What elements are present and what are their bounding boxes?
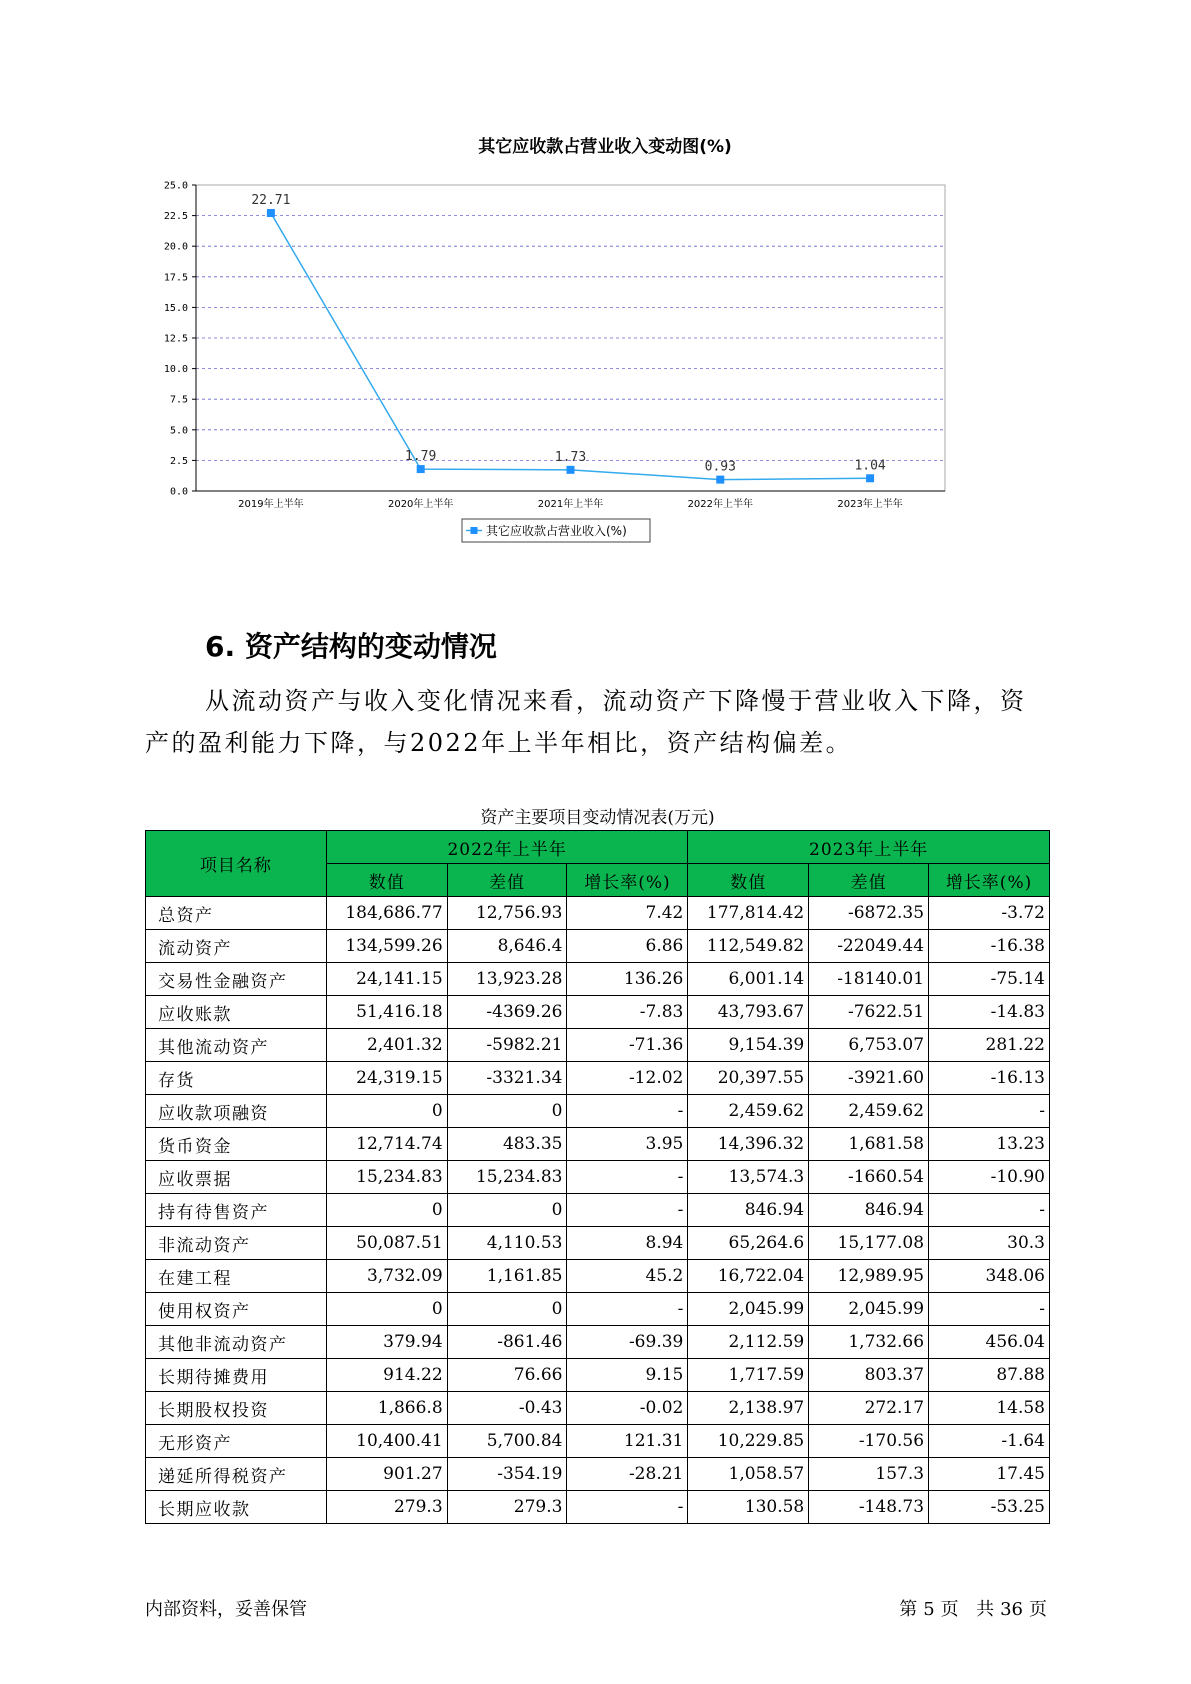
row-item-name: 使用权资产 xyxy=(146,1293,327,1326)
row-value-cell: - xyxy=(929,1293,1050,1326)
row-value-cell: -71.36 xyxy=(567,1029,688,1062)
row-value-cell: 6,001.14 xyxy=(688,963,809,996)
table-body xyxy=(146,897,1050,1524)
row-value-cell: 134,599.26 xyxy=(326,930,447,963)
row-value-cell: 272.17 xyxy=(809,1392,929,1425)
row-value-cell: 0 xyxy=(447,1095,567,1128)
legend-label: 其它应收款占营业收入(%) xyxy=(486,524,627,538)
row-value-cell: 12,989.95 xyxy=(809,1260,929,1293)
row-value-cell: 136.26 xyxy=(567,963,688,996)
table-header xyxy=(146,831,1050,897)
row-value-cell: - xyxy=(567,1161,688,1194)
row-value-cell: 13,923.28 xyxy=(447,963,567,996)
row-value-cell: -7.83 xyxy=(567,996,688,1029)
asset-change-table xyxy=(145,830,1050,1524)
row-value-cell: 20,397.55 xyxy=(688,1062,809,1095)
row-item-name: 非流动资产 xyxy=(146,1227,327,1260)
row-value-cell: 2,138.97 xyxy=(688,1392,809,1425)
page-prefix: 第 xyxy=(899,1599,918,1620)
y-tick-label: 22.5 xyxy=(163,211,188,223)
row-value-cell: - xyxy=(567,1491,688,1524)
table-row xyxy=(146,1458,1050,1491)
row-value-cell: 2,112.59 xyxy=(688,1326,809,1359)
total-unit: 页 xyxy=(1029,1599,1047,1620)
row-item-name: 应收账款 xyxy=(146,996,327,1029)
row-value-cell: 456.04 xyxy=(929,1326,1050,1359)
row-value-cell: 8.94 xyxy=(567,1227,688,1260)
row-value-cell: 0 xyxy=(326,1095,447,1128)
header-value: 数值 xyxy=(688,864,809,897)
series-line xyxy=(271,213,870,480)
row-value-cell: 13,574.3 xyxy=(688,1161,809,1194)
row-value-cell: 1,161.85 xyxy=(447,1260,567,1293)
row-value-cell: 65,264.6 xyxy=(688,1227,809,1260)
row-value-cell: 3,732.09 xyxy=(326,1260,447,1293)
row-value-cell: 50,087.51 xyxy=(326,1227,447,1260)
row-value-cell: -14.83 xyxy=(929,996,1050,1029)
table-row xyxy=(146,1128,1050,1161)
table-row xyxy=(146,1062,1050,1095)
row-value-cell: 10,400.41 xyxy=(326,1425,447,1458)
y-tick-label: 15.0 xyxy=(163,302,188,314)
row-value-cell: 348.06 xyxy=(929,1260,1050,1293)
row-value-cell: 13.23 xyxy=(929,1128,1050,1161)
row-value-cell: -170.56 xyxy=(809,1425,929,1458)
row-value-cell: 803.37 xyxy=(809,1359,929,1392)
row-value-cell: - xyxy=(567,1293,688,1326)
row-item-name: 存货 xyxy=(146,1062,327,1095)
row-value-cell: -75.14 xyxy=(929,963,1050,996)
row-value-cell: 43,793.67 xyxy=(688,996,809,1029)
row-value-cell: 2,045.99 xyxy=(809,1293,929,1326)
row-value-cell: 17.45 xyxy=(929,1458,1050,1491)
x-axis-ticks xyxy=(238,497,903,510)
table-row xyxy=(146,963,1050,996)
data-point-marker xyxy=(567,466,575,474)
row-value-cell: -1660.54 xyxy=(809,1161,929,1194)
row-value-cell: 1,866.8 xyxy=(326,1392,447,1425)
page-current: 5 xyxy=(923,1599,935,1620)
y-tick-label: 10.0 xyxy=(163,364,188,376)
row-value-cell: -0.02 xyxy=(567,1392,688,1425)
row-value-cell: 846.94 xyxy=(688,1194,809,1227)
section-paragraph: 从流动资产与收入变化情况来看，流动资产下降慢于营业收入下降，资产的盈利能力下降，与2022年上半年相比，资产结构偏差。 xyxy=(145,687,1027,757)
row-value-cell: -3321.34 xyxy=(447,1062,567,1095)
row-value-cell: -148.73 xyxy=(809,1491,929,1524)
x-tick-label: 2023年上半年 xyxy=(837,499,903,510)
y-tick-label: 25.0 xyxy=(163,180,188,192)
table-row xyxy=(146,1326,1050,1359)
row-value-cell: 14,396.32 xyxy=(688,1128,809,1161)
row-item-name: 流动资产 xyxy=(146,930,327,963)
row-value-cell: 483.35 xyxy=(447,1128,567,1161)
y-tick-label: 2.5 xyxy=(169,455,188,467)
row-item-name: 长期应收款 xyxy=(146,1491,327,1524)
x-tick-label: 2022年上半年 xyxy=(687,499,754,510)
row-value-cell: 15,234.83 xyxy=(326,1161,447,1194)
row-value-cell: -10.90 xyxy=(929,1161,1050,1194)
row-item-name: 总资产 xyxy=(146,897,327,930)
row-value-cell: 24,319.15 xyxy=(326,1062,447,1095)
footer-page-number xyxy=(896,1595,1050,1621)
row-item-name: 交易性金融资产 xyxy=(146,963,327,996)
total-prefix: 共 xyxy=(976,1599,995,1620)
row-value-cell: -7622.51 xyxy=(809,996,929,1029)
data-point-marker xyxy=(417,465,425,473)
row-value-cell: 3.95 xyxy=(567,1128,688,1161)
row-value-cell: 846.94 xyxy=(809,1194,929,1227)
row-value-cell: 24,141.15 xyxy=(326,963,447,996)
legend-marker-swatch xyxy=(471,527,478,534)
y-tick-label: 12.5 xyxy=(163,333,188,345)
row-item-name: 应收票据 xyxy=(146,1161,327,1194)
row-value-cell: -16.38 xyxy=(929,930,1050,963)
table-row xyxy=(146,1194,1050,1227)
data-label: 1.79 xyxy=(405,449,437,465)
line-chart xyxy=(145,135,1045,595)
table-row xyxy=(146,1359,1050,1392)
header-period-2023: 2023年上半年 xyxy=(688,831,1050,864)
row-value-cell: 0 xyxy=(447,1194,567,1227)
header-growth: 增长率(%) xyxy=(929,864,1050,897)
row-value-cell: 177,814.42 xyxy=(688,897,809,930)
data-label: 22.71 xyxy=(251,193,291,209)
row-value-cell: 112,549.82 xyxy=(688,930,809,963)
row-value-cell: 12,714.74 xyxy=(326,1128,447,1161)
row-value-cell: -12.02 xyxy=(567,1062,688,1095)
row-value-cell: 0 xyxy=(326,1194,447,1227)
row-value-cell: -22049.44 xyxy=(809,930,929,963)
row-value-cell: 9.15 xyxy=(567,1359,688,1392)
x-tick-label: 2020年上半年 xyxy=(387,499,454,510)
page-unit: 页 xyxy=(940,1599,959,1620)
row-value-cell: 6,753.07 xyxy=(809,1029,929,1062)
row-value-cell: 1,717.59 xyxy=(688,1359,809,1392)
row-value-cell: 51,416.18 xyxy=(326,996,447,1029)
row-value-cell: -3921.60 xyxy=(809,1062,929,1095)
chart-title: 其它应收款占营业收入变动图(%) xyxy=(478,137,732,157)
data-point-marker xyxy=(267,209,275,217)
row-value-cell: 0 xyxy=(326,1293,447,1326)
data-point-marker xyxy=(866,474,874,482)
row-value-cell: 279.3 xyxy=(447,1491,567,1524)
row-value-cell: 184,686.77 xyxy=(326,897,447,930)
x-tick-label: 2021年上半年 xyxy=(537,499,604,510)
row-value-cell: 2,045.99 xyxy=(688,1293,809,1326)
row-value-cell: 2,459.62 xyxy=(688,1095,809,1128)
table-row xyxy=(146,1260,1050,1293)
row-value-cell: 281.22 xyxy=(929,1029,1050,1062)
table-row xyxy=(146,1425,1050,1458)
row-value-cell: 121.31 xyxy=(567,1425,688,1458)
row-value-cell: -3.72 xyxy=(929,897,1050,930)
row-item-name: 其他流动资产 xyxy=(146,1029,327,1062)
row-value-cell: 5,700.84 xyxy=(447,1425,567,1458)
row-item-name: 应收款项融资 xyxy=(146,1095,327,1128)
data-label: 0.93 xyxy=(704,459,736,475)
row-value-cell: 1,681.58 xyxy=(809,1128,929,1161)
row-value-cell: 157.3 xyxy=(809,1458,929,1491)
row-value-cell: 4,110.53 xyxy=(447,1227,567,1260)
row-value-cell: -69.39 xyxy=(567,1326,688,1359)
row-value-cell: -16.13 xyxy=(929,1062,1050,1095)
row-value-cell: -354.19 xyxy=(447,1458,567,1491)
section-title: 6. 资产结构的变动情况 xyxy=(205,630,497,663)
header-value: 数值 xyxy=(326,864,447,897)
chart-gridlines xyxy=(196,185,945,460)
table-header-row-1 xyxy=(146,831,1050,864)
header-growth: 增长率(%) xyxy=(567,864,688,897)
row-item-name: 在建工程 xyxy=(146,1260,327,1293)
row-value-cell: -1.64 xyxy=(929,1425,1050,1458)
y-tick-label: 0.0 xyxy=(169,486,188,498)
table-caption: 资产主要项目变动情况表(万元) xyxy=(480,808,715,828)
row-value-cell: 76.66 xyxy=(447,1359,567,1392)
row-value-cell: 12,756.93 xyxy=(447,897,567,930)
row-value-cell: 130.58 xyxy=(688,1491,809,1524)
row-item-name: 递延所得税资产 xyxy=(146,1458,327,1491)
y-axis-ticks xyxy=(164,181,196,498)
footer-confidential-note: 内部资料，妥善保管 xyxy=(145,1599,307,1620)
y-tick-label: 5.0 xyxy=(169,425,188,437)
row-item-name: 其他非流动资产 xyxy=(146,1326,327,1359)
row-value-cell: 379.94 xyxy=(326,1326,447,1359)
x-tick-label: 2019年上半年 xyxy=(238,499,304,510)
row-value-cell: -4369.26 xyxy=(447,996,567,1029)
table-row xyxy=(146,1029,1050,1062)
row-item-name: 长期待摊费用 xyxy=(146,1359,327,1392)
y-tick-label: 20.0 xyxy=(163,241,188,253)
row-value-cell: - xyxy=(567,1095,688,1128)
table-row xyxy=(146,897,1050,930)
header-diff: 差值 xyxy=(809,864,929,897)
row-value-cell: - xyxy=(929,1194,1050,1227)
row-value-cell: -18140.01 xyxy=(809,963,929,996)
row-value-cell: 15,177.08 xyxy=(809,1227,929,1260)
row-value-cell: -0.43 xyxy=(447,1392,567,1425)
y-tick-label: 7.5 xyxy=(169,394,188,406)
row-value-cell: 2,401.32 xyxy=(326,1029,447,1062)
chart-legend xyxy=(462,519,650,542)
row-value-cell: 7.42 xyxy=(567,897,688,930)
header-period-2022: 2022年上半年 xyxy=(326,831,688,864)
row-value-cell: 6.86 xyxy=(567,930,688,963)
table-row xyxy=(146,930,1050,963)
row-value-cell: 914.22 xyxy=(326,1359,447,1392)
row-value-cell: 16,722.04 xyxy=(688,1260,809,1293)
data-point-marker xyxy=(716,476,724,484)
row-value-cell: 14.58 xyxy=(929,1392,1050,1425)
header-item-name: 项目名称 xyxy=(146,831,327,897)
row-value-cell: -861.46 xyxy=(447,1326,567,1359)
row-item-name: 持有待售资产 xyxy=(146,1194,327,1227)
table-row xyxy=(146,1293,1050,1326)
y-tick-label: 17.5 xyxy=(163,272,188,284)
data-label: 1.73 xyxy=(554,449,587,465)
page-total: 36 xyxy=(1000,1599,1023,1620)
row-value-cell: -5982.21 xyxy=(447,1029,567,1062)
table-row xyxy=(146,1392,1050,1425)
table-row xyxy=(146,996,1050,1029)
row-value-cell: -6872.35 xyxy=(809,897,929,930)
row-value-cell: -53.25 xyxy=(929,1491,1050,1524)
row-value-cell: 15,234.83 xyxy=(447,1161,567,1194)
row-value-cell: 30.3 xyxy=(929,1227,1050,1260)
row-value-cell: 1,058.57 xyxy=(688,1458,809,1491)
row-value-cell: - xyxy=(929,1095,1050,1128)
row-value-cell: 9,154.39 xyxy=(688,1029,809,1062)
header-diff: 差值 xyxy=(447,864,567,897)
table-row xyxy=(146,1161,1050,1194)
row-value-cell: -28.21 xyxy=(567,1458,688,1491)
chart-svg xyxy=(145,135,1045,595)
row-value-cell: 8,646.4 xyxy=(447,930,567,963)
table-row xyxy=(146,1491,1050,1524)
row-value-cell: 87.88 xyxy=(929,1359,1050,1392)
row-item-name: 无形资产 xyxy=(146,1425,327,1458)
row-value-cell: 2,459.62 xyxy=(809,1095,929,1128)
row-item-name: 货币资金 xyxy=(146,1128,327,1161)
row-value-cell: 0 xyxy=(447,1293,567,1326)
table-row xyxy=(146,1095,1050,1128)
data-label: 1.04 xyxy=(854,458,886,474)
row-value-cell: 901.27 xyxy=(326,1458,447,1491)
row-value-cell: 279.3 xyxy=(326,1491,447,1524)
row-value-cell: 10,229.85 xyxy=(688,1425,809,1458)
row-value-cell: - xyxy=(567,1194,688,1227)
row-value-cell: 1,732.66 xyxy=(809,1326,929,1359)
row-value-cell: 45.2 xyxy=(567,1260,688,1293)
row-item-name: 长期股权投资 xyxy=(146,1392,327,1425)
table-row xyxy=(146,1227,1050,1260)
